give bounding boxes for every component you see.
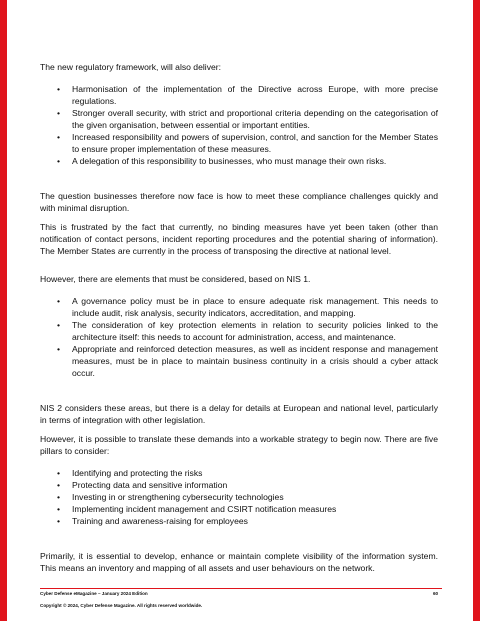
footer-divider	[40, 588, 442, 589]
list-item-text: Protecting data and sensitive information	[72, 480, 228, 490]
bullet-icon: •	[57, 156, 61, 166]
article-body	[40, 61, 438, 574]
bullet-icon: •	[57, 516, 61, 526]
list-item	[40, 343, 438, 379]
list-item-text: Appropriate and reinforced detection measures, as well as incident response and management measures, must be in place to maintain business continuity in a crisis should a cyber attack occur.	[72, 344, 438, 378]
list-item-text: The consideration of key protection elements in relation to security policies linked to the architecture itself: this needs to account for administration, access, and maintenance.	[72, 320, 438, 342]
bullet-icon: •	[57, 296, 61, 306]
list-item	[40, 319, 438, 343]
footer-magazine-edition: Cyber Defense eMagazine – January 2024 Edition	[40, 591, 148, 596]
visibility-paragraph: Primarily, it is essential to develop, enhance or maintain complete visibility of the information system. This means an inventory and mapping of all assets and user behaviours on the network.	[40, 551, 438, 573]
bullet-icon: •	[57, 132, 61, 142]
list-item	[40, 515, 438, 527]
right-red-page-edge	[473, 0, 480, 621]
list-item	[40, 503, 438, 515]
list-item-text: Identifying and protecting the risks	[72, 468, 203, 478]
list-item-text: A delegation of this responsibility to businesses, who must manage their own risks.	[72, 156, 387, 166]
list-item	[40, 107, 438, 131]
footer-page-number: 60	[433, 591, 439, 596]
list-item-text: Implementing incident management and CSIRT notification measures	[72, 504, 337, 514]
bullet-icon: •	[57, 468, 61, 478]
bullet-icon: •	[57, 108, 61, 118]
bullet-icon: •	[57, 344, 61, 354]
list-item-text: A governance policy must be in place to ensure adequate risk management. This needs to include audit, risk analysis, security indicators, accreditation, and mapping.	[72, 296, 438, 318]
list-item	[40, 131, 438, 155]
list-item-text: Training and awareness-raising for employees	[72, 516, 248, 526]
nis2-paragraph: NIS 2 considers these areas, but there is a delay for details at European and national level, particularly in terms of integration with other legislation.	[40, 403, 438, 425]
frustrated-paragraph: This is frustrated by the fact that currently, no binding measures have yet been taken (other than notification of contact persons, incident reporting procedures and the potential sharing of information). The Member States are currently in the process of transposing the directive at national level.	[40, 222, 438, 256]
bullet-icon: •	[57, 480, 61, 490]
bullet-icon: •	[57, 320, 61, 330]
nis1-elements-list	[40, 295, 438, 379]
list-item	[40, 479, 438, 491]
list-item	[40, 83, 438, 107]
list-item	[40, 155, 438, 167]
footer-copyright: Copyright © 2024, Cyber Defense Magazine. All rights reserved worldwide.	[40, 603, 203, 608]
deliverables-list	[40, 83, 438, 167]
intro-paragraph: The new regulatory framework, will also deliver:	[40, 62, 222, 72]
strategy-paragraph: However, it is possible to translate these demands into a workable strategy to begin now. There are five pillars to consider:	[40, 434, 438, 456]
nis1-paragraph: However, there are elements that must be considered, based on NIS 1.	[40, 274, 311, 284]
list-item-text: Increased responsibility and powers of supervision, control, and sanction for the Member States to ensure proper implementation of these measures.	[72, 132, 438, 154]
list-item	[40, 467, 438, 479]
list-item-text: Stronger overall security, with strict and proportional criteria depending on the categorisation of the given organisation, between essential or important entities.	[72, 108, 438, 130]
bullet-icon: •	[57, 504, 61, 514]
pillars-list	[40, 467, 438, 527]
list-item-text: Harmonisation of the implementation of the Directive across Europe, with more precise regulations.	[72, 84, 438, 106]
bullet-icon: •	[57, 84, 61, 94]
list-item	[40, 295, 438, 319]
list-item	[40, 491, 438, 503]
bullet-icon: •	[57, 492, 61, 502]
question-paragraph: The question businesses therefore now face is how to meet these compliance challenges quickly and with minimal disruption.	[40, 191, 438, 213]
left-red-page-edge	[0, 0, 7, 621]
list-item-text: Investing in or strengthening cybersecurity technologies	[72, 492, 284, 502]
